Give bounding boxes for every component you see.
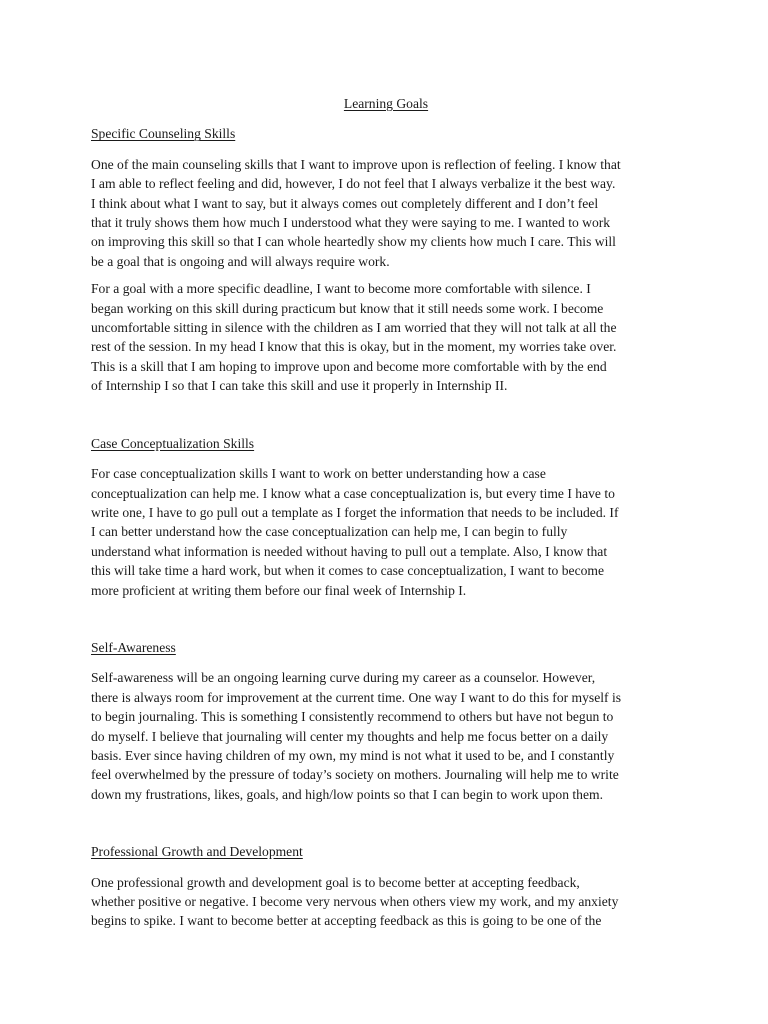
section-heading: Professional Growth and Development bbox=[91, 844, 303, 860]
text-line: One professional growth and development goal is to become better at accepting feedback, bbox=[91, 874, 580, 890]
paragraph bbox=[91, 873, 681, 931]
paragraph bbox=[91, 155, 681, 271]
text-line: whether positive or negative. I become very nervous when others view my work, and my anxiety bbox=[91, 894, 619, 909]
text-line: do myself. I believe that journaling will center my thoughts and help me focus better on a daily bbox=[91, 728, 609, 744]
text-line: Self-awareness will be an ongoing learning curve during my career as a counselor. However, bbox=[91, 670, 596, 686]
section-spacer bbox=[91, 404, 681, 434]
text-line: down my frustrations, likes, goals, and high/low points so that I can begin to work upon them. bbox=[91, 786, 603, 802]
text-line: uncomfortable sitting in silence with the children as I am worried that they will not talk at all the bbox=[91, 320, 617, 336]
section-spacer bbox=[91, 812, 681, 842]
section-heading: Case Conceptualization Skills bbox=[91, 435, 255, 451]
text-line: One of the main counseling skills that I want to improve upon is reflection of feeling. I know that bbox=[91, 156, 621, 172]
text-line: This is a skill that I am hoping to improve upon and become more comfortable with by the end bbox=[91, 358, 607, 374]
text-line: more proficient at writing them before our final week of Internship I. bbox=[91, 582, 467, 598]
text-line: write one, I have to go pull out a template as I forget the information that needs to be included. If bbox=[91, 504, 619, 520]
section-heading: Self-Awareness bbox=[91, 639, 176, 655]
text-line: began working on this skill during practicum but know that it still needs some work. I become bbox=[91, 300, 604, 316]
text-line: begins to spike. I want to become better at accepting feedback as this is going to be one of the bbox=[91, 913, 602, 929]
text-line: conceptualization can help me. I know what a case conceptualization is, but every time I have to bbox=[91, 485, 615, 501]
text-line: basis. Ever since having children of my own, my mind is not what it used to be, and I constantly bbox=[91, 747, 615, 763]
paragraph bbox=[91, 464, 681, 600]
section-heading: Specific Counseling Skills bbox=[91, 126, 236, 142]
document-body bbox=[91, 94, 681, 939]
text-line: rest of the session. In my head I know that this is okay, but in the moment, my worries take over. bbox=[91, 339, 617, 355]
section-case-conceptualization-skills bbox=[91, 434, 681, 600]
paragraph bbox=[91, 279, 681, 395]
text-line: of Internship I so that I can take this skill and use it properly in Internship II. bbox=[91, 378, 508, 394]
page-title: Learning Goals bbox=[343, 96, 429, 111]
text-line: I think about what I want to say, but it always comes out completely different and I don’t feel bbox=[91, 195, 599, 211]
text-line: understand what information is needed without having to pull out a template. Also, I know that bbox=[91, 543, 608, 559]
text-line: on improving this skill so that I can whole heartedly show my clients how much I care. This will bbox=[91, 234, 616, 250]
text-line: that it truly shows them how much I understood what they were saying to me. I wanted to work bbox=[91, 215, 611, 231]
text-line: feel overwhelmed by the pressure of today’s society on mothers. Journaling will help me to write bbox=[91, 767, 619, 783]
text-line: For case conceptualization skills I want to work on better understanding how a case bbox=[91, 466, 546, 482]
paragraph bbox=[91, 668, 681, 804]
section-self-awareness bbox=[91, 638, 681, 804]
text-line: to begin journaling. This is something I consistently recommend to others but have not begun to bbox=[91, 709, 614, 725]
text-line: I am able to reflect feeling and did, however, I do not feel that I always verbalize it the best way. bbox=[91, 176, 616, 192]
section-professional-growth bbox=[91, 842, 681, 931]
text-line: For a goal with a more specific deadline, I want to become more comfortable with silence. I bbox=[91, 281, 591, 297]
text-line: I can better understand how the case conceptualization can help me, I can begin to fully bbox=[91, 524, 568, 540]
section-specific-counseling-skills bbox=[91, 124, 681, 395]
text-line: this will take time a hard work, but when it comes to case conceptualization, I want to become bbox=[91, 563, 605, 579]
text-line: there is always room for improvement at the current time. One way I want to do this for myself is bbox=[91, 689, 622, 705]
section-spacer bbox=[91, 608, 681, 638]
text-line: be a goal that is ongoing and will always require work. bbox=[91, 253, 390, 269]
